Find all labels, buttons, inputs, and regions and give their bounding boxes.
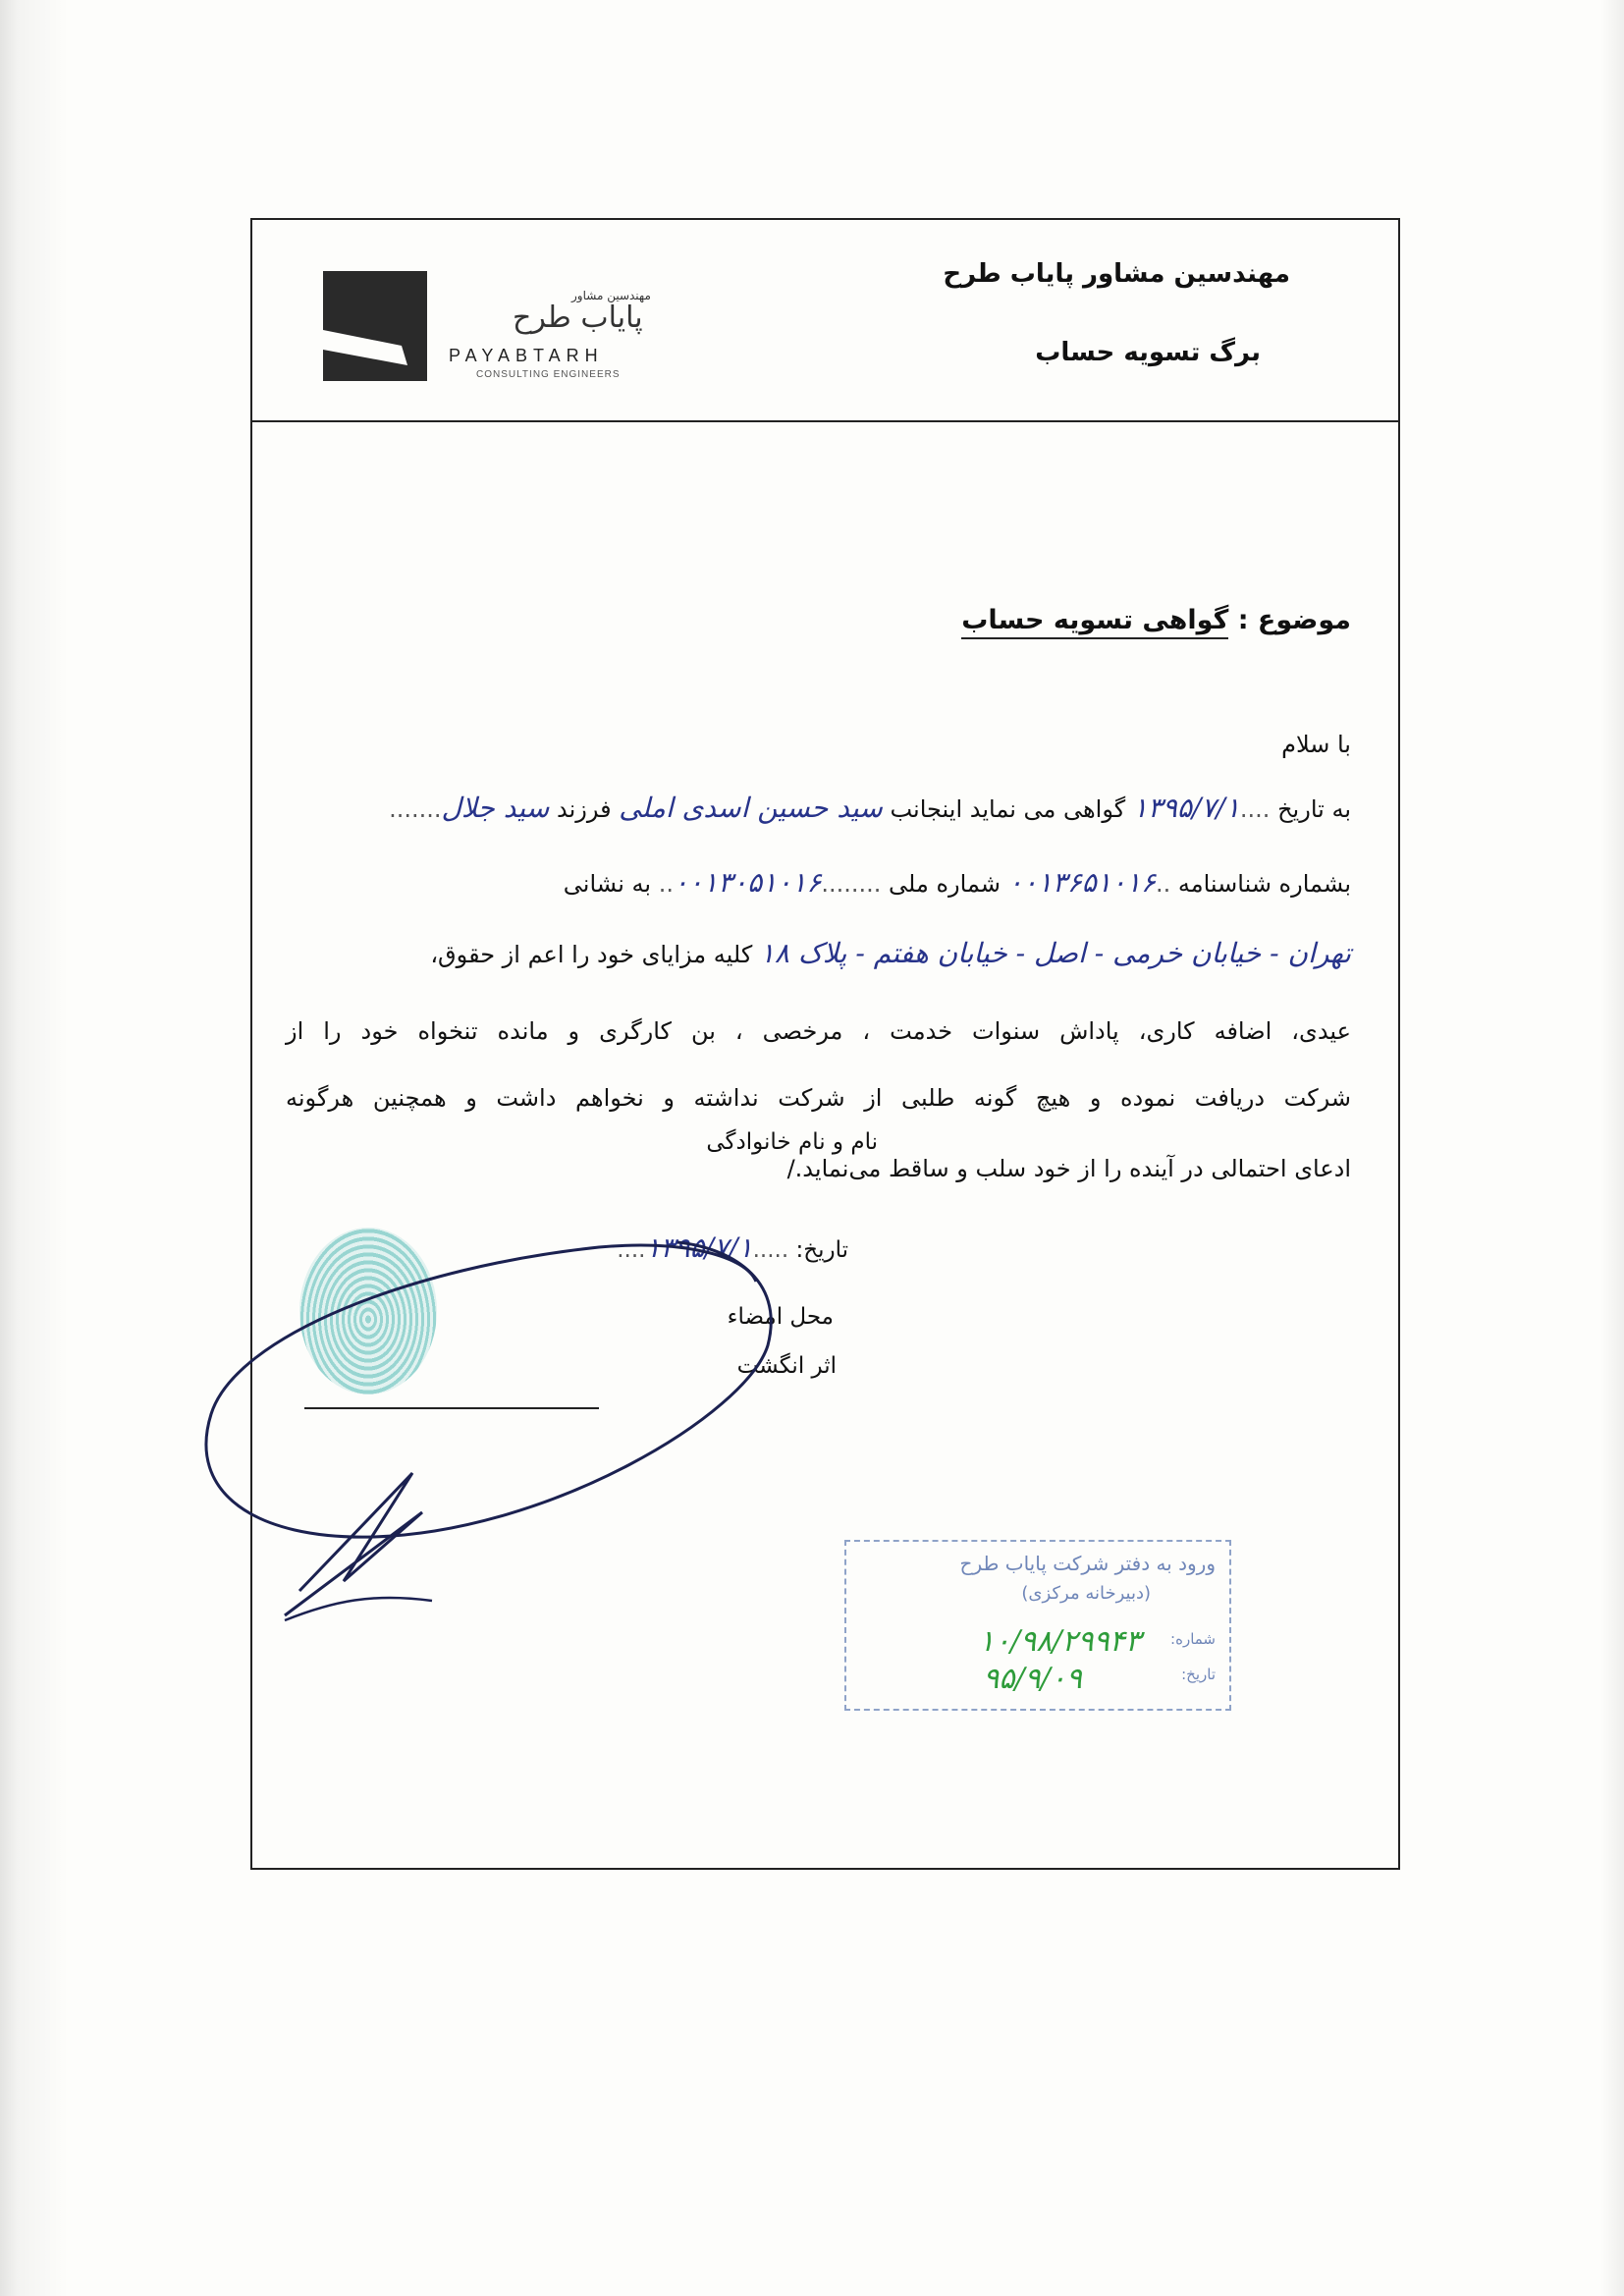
signature-underline: [304, 1407, 599, 1409]
benefits-text: کلیه مزایای خود را اعم از حقوق،: [430, 941, 753, 968]
form-title: برگ تسویه حساب: [1035, 338, 1261, 367]
greeting: با سلام: [1281, 731, 1351, 758]
body-line-6: ادعای احتمالی در آینده را از خود سلب و ساقط می‌نماید./: [786, 1155, 1351, 1182]
body-line-3: [286, 937, 1351, 969]
child-of-text: فرزند: [556, 795, 612, 823]
fingerprint-mark: [299, 1228, 437, 1394]
fingerprint-label: اثر انگشت: [736, 1353, 837, 1379]
scan-edge-left: [0, 0, 69, 2296]
stamp-date-label: تاریخ:: [1181, 1666, 1216, 1683]
subject-line: [961, 605, 1351, 635]
body-line-1: به تاریخ ....۱۳۹۵/۷/۱ گواهی می نماید اینجانب سید حسین اسدی املی فرزند سید جلال.......: [389, 792, 1351, 824]
handwritten-id-number: ۰۰۱۳۶۵۱۰۱۶: [1007, 866, 1156, 899]
stamp-number-value: ۱۰/۹۸/۲۹۹۴۳: [978, 1624, 1141, 1659]
full-name-label: نام و نام خانوادگی: [706, 1129, 878, 1155]
body-line-4: عیدی، اضافه کاری، پاداش سنوات خدمت ، مرخصی ، بن کارگری و مانده تنخواه خود را از: [286, 1017, 1351, 1045]
stamp-date-value: ۹۵/۹/۰۹: [983, 1662, 1082, 1696]
handwritten-national-id: ۰۰۱۳۰۵۱۰۱۶: [673, 866, 822, 899]
stamp-number-label: شماره:: [1170, 1630, 1216, 1648]
handwritten-date: ۱۳۹۵/۷/۱: [1132, 792, 1240, 824]
national-id-label: شماره ملی: [889, 870, 1001, 898]
id-label: بشماره شناسنامه: [1177, 870, 1351, 898]
signature-date-label: تاریخ:: [795, 1237, 848, 1263]
signature-place-label: محل امضاء: [727, 1304, 834, 1330]
date-intro-text: به تاریخ: [1277, 795, 1351, 823]
signature-date-row: تاریخ: .....۱۳۹۵/۷/۱....: [617, 1231, 848, 1264]
handwritten-address: تهران - خیابان خرمی - اصل - خیابان هفتم - پلاک ۱۸: [759, 937, 1351, 969]
stamp-title: ورود به دفتر شرکت پایاب طرح: [959, 1552, 1216, 1575]
handwritten-father-name: سید جلال: [441, 792, 550, 824]
logo-subtitle-fa: مهندسین مشاور: [571, 289, 651, 302]
subject-value: گواهی تسویه حساب: [961, 605, 1228, 639]
address-label: به نشانی: [563, 870, 652, 898]
registration-stamp: [844, 1540, 1231, 1711]
logo-name-en: PAYABTARH: [449, 346, 604, 365]
subject-label: موضوع :: [1237, 605, 1351, 635]
company-logo-icon: [323, 271, 427, 381]
certify-text: گواهی می نماید اینجانب: [890, 795, 1126, 823]
handwritten-employee-name: سید حسین اسدی املی: [619, 792, 883, 824]
body-line-2: بشماره شناسنامه ..۰۰۱۳۶۵۱۰۱۶ شماره ملی ........۰۰۱۳۰۵۱۰۱۶.. به نشانی: [563, 866, 1351, 899]
signature-date-value: ۱۳۹۵/۷/۱: [645, 1231, 753, 1264]
logo-name-fa: پایاب طرح: [513, 301, 643, 335]
company-title: مهندسین مشاور پایاب طرح: [943, 259, 1290, 289]
stamp-subtitle: (دبیرخانه مرکزی): [1021, 1583, 1151, 1604]
logo-subtitle-en: CONSULTING ENGINEERS: [476, 369, 621, 380]
scan-edge-right: [1600, 0, 1624, 2296]
document-header: [252, 220, 1398, 422]
body-line-5: شرکت دریافت نموده و هیچ گونه طلبی از شرکت نداشته و نخواهم داشت و همچنین هرگونه: [286, 1084, 1351, 1112]
